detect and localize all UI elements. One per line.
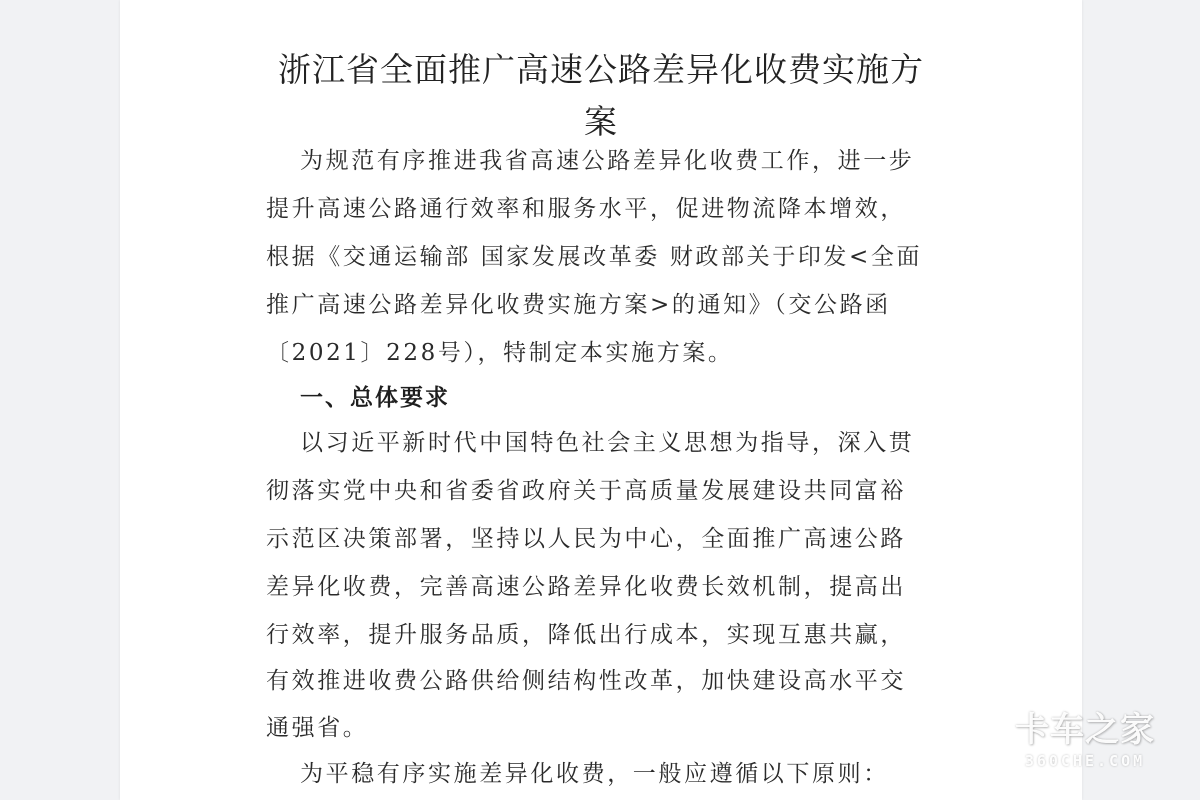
section-1-line-2: 彻落实党中央和省委省政府关于高质量发展建设共同富裕 <box>266 478 906 504</box>
intro-line-3: 根据《交通运输部 国家发展改革委 财政部关于印发<全面 <box>266 244 923 270</box>
section-1-line-4: 差异化收费，完善高速公路差异化收费长效机制，提高出 <box>266 574 906 600</box>
intro-line-5: 〔2021〕228号），特制定本实施方案。 <box>266 340 734 366</box>
document-title: 浙江省全面推广高速公路差异化收费实施方案 <box>278 50 924 141</box>
document-page <box>120 0 1082 800</box>
section-1-line-5: 行效率，提升服务品质，降低出行成本，实现互惠共赢， <box>266 622 906 648</box>
intro-line-1: 为规范有序推进我省高速公路差异化收费工作，进一步 <box>300 148 915 174</box>
section-1-line-7: 通强省。 <box>266 715 369 741</box>
section-1-line-6: 有效推进收费公路供给侧结构性改革，加快建设高水平交 <box>266 668 906 694</box>
section-1-line-3: 示范区决策部署，坚持以人民为中心，全面推广高速公路 <box>266 526 906 552</box>
principles-line: 为平稳有序实施差异化收费，一般应遵循以下原则： <box>300 761 889 787</box>
watermark-domain: 360CHE.COM <box>1024 752 1146 770</box>
intro-line-2: 提升高速公路通行效率和服务水平，促进物流降本增效， <box>266 196 906 222</box>
section-1-heading: 一、总体要求 <box>300 385 450 411</box>
section-1-line-1: 以习近平新时代中国特色社会主义思想为指导，深入贯 <box>300 430 915 456</box>
intro-line-4: 推广高速公路差异化收费实施方案>的通知》（交公路函 <box>266 292 891 318</box>
watermark-logo-text: 卡车之家 <box>1015 710 1155 750</box>
